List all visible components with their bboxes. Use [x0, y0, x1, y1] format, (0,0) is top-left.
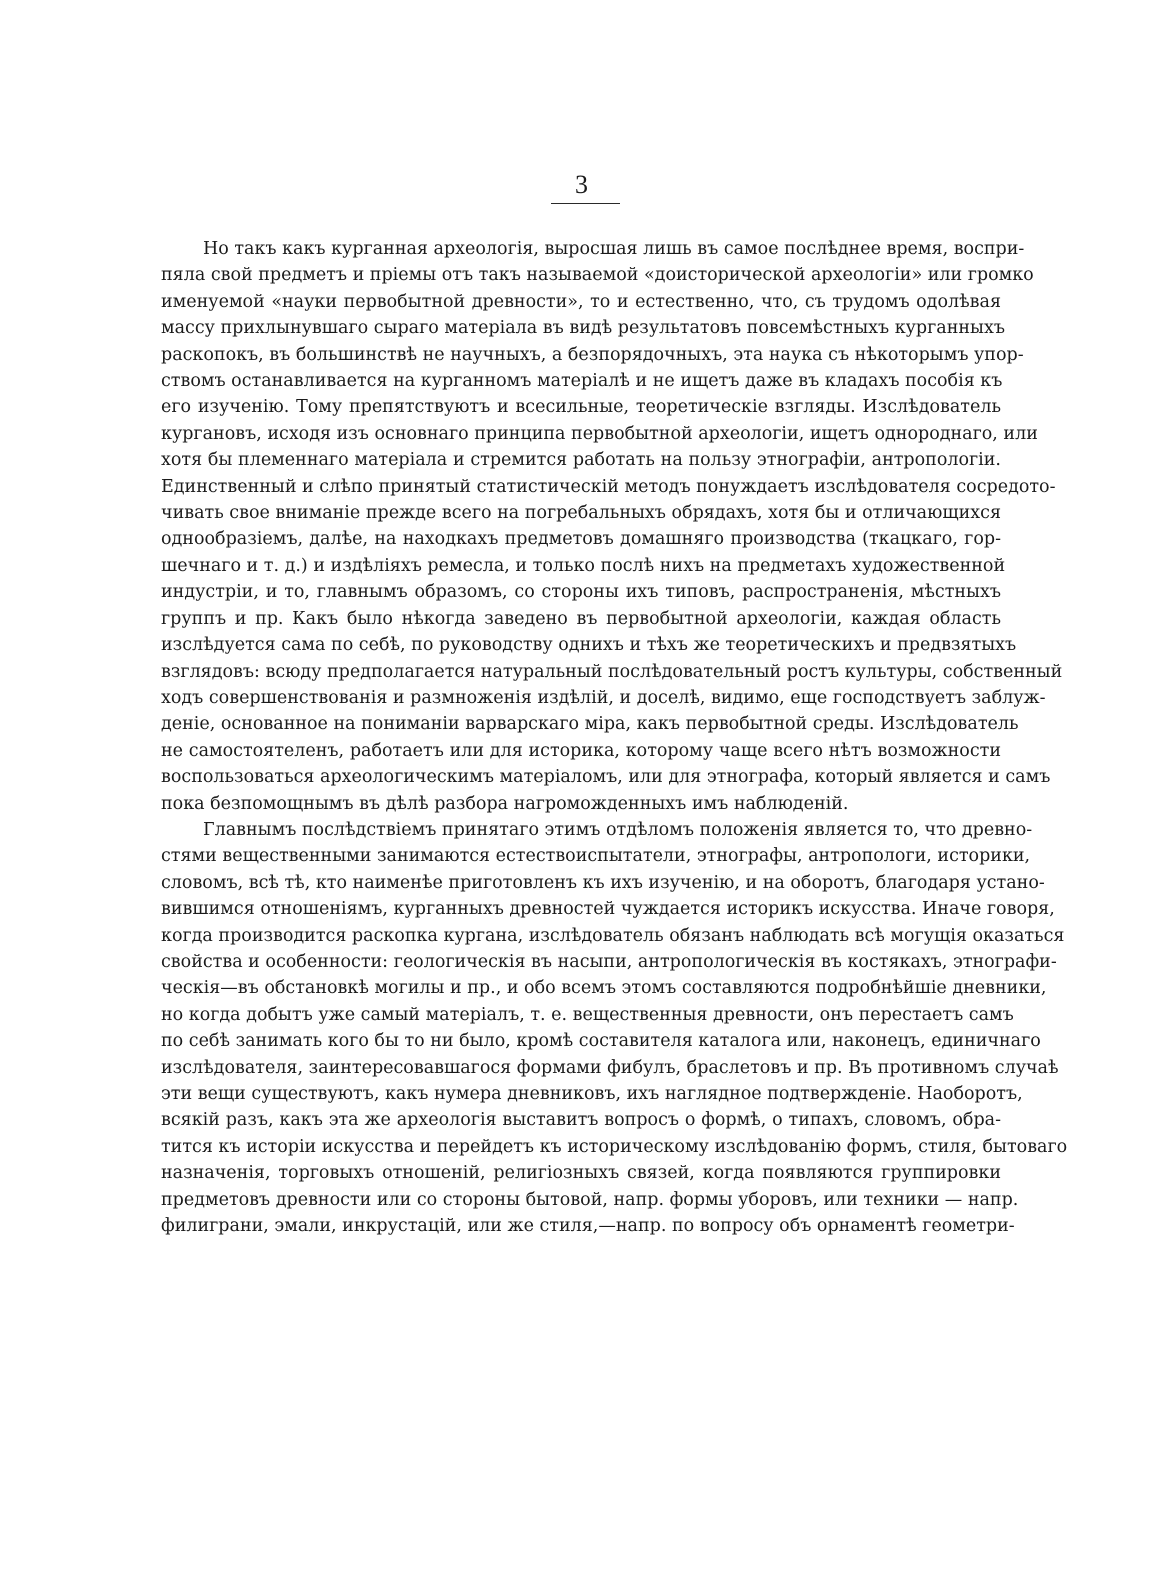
text-line: ческія—въ обстановкѣ могилы и пр., и обо всемъ этомъ составляются подробнѣйшіе дневники,: [161, 978, 1047, 999]
page-number-rule: [551, 203, 620, 204]
text-line: стями вещественными занимаются естествоиспытатели, этнографы, антропологи, историки,: [161, 846, 1031, 867]
text-line: воспользоваться археологическимъ матеріаломъ, или для этнографа, который является и самъ: [161, 767, 1051, 788]
text-line: вившимся отношеніямъ, курганныхъ древностей чуждается историкъ искусства. Иначе говоря,: [161, 899, 1055, 920]
text-line: филиграни, эмали, инкрустацій, или же стиля,—напр. по вопросу объ орнаментѣ геометри-: [161, 1216, 1015, 1237]
text-line: по себѣ занимать кого бы то ни было, кромѣ составителя каталога или, наконецъ, единичнаго: [161, 1031, 1041, 1052]
text-line: хотя бы племеннаго матеріала и стремится работать на пользу этнографіи, антропологіи.: [161, 450, 1001, 471]
text-line: словомъ, всѣ тѣ, кто наименѣе приготовленъ къ ихъ изученію, и на оборотъ, благодаря устано-: [161, 872, 1045, 893]
text-line: когда производится раскопка кургана, изслѣдователь обязанъ наблюдать всѣ могущія оказаться: [161, 925, 1065, 946]
text-line: назначенія, торговыхъ отношеній, религіозныхъ связей, когда появляются группировки: [161, 1163, 1001, 1184]
text-line: именуемой «науки первобытной древности», то и естественно, что, съ трудомъ одолѣвая: [161, 291, 1001, 312]
text-line: тится къ исторіи искусства и перейдетъ къ историческому изслѣдованію формъ, стиля, бытоваго: [161, 1136, 1068, 1157]
text-line: ствомъ останавливается на курганномъ матеріалѣ и не ищетъ даже въ кладахъ пособія къ: [161, 371, 1003, 392]
text-line: массу прихлынувшаго сыраго матеріала въ видѣ результатовъ повсемѣстныхъ курганныхъ: [161, 318, 1005, 339]
text-line: пяла свой предметъ и пріемы отъ такъ называемой «доисторической археологіи» или громко: [161, 265, 1034, 286]
text-line: изслѣдуется сама по себѣ, по руководству однихъ и тѣхъ же теоретическихъ и предвзятыхъ: [161, 635, 1017, 656]
text-line: Единственный и слѣпо принятый статистическій методъ понуждаетъ изслѣдователя сосредото-: [161, 476, 1056, 497]
text-line: шечнаго и т. д.) и издѣліяхъ ремесла, и только послѣ нихъ на предметахъ художественной: [161, 555, 1006, 576]
text-line: взглядовъ: всюду предполагается натуральный послѣдовательный ростъ культуры, собственный: [161, 661, 1063, 682]
text-line: не самостоятеленъ, работаетъ или для историка, которому чаще всего нѣтъ возможности: [161, 740, 1001, 761]
text-line: но когда добытъ уже самый матеріалъ, т. е. вещественныя древности, онъ перестаетъ самъ: [161, 1004, 1014, 1025]
text-line: Но такъ какъ курганная археологія, выросшая лишь въ самое послѣднее время, воспри-: [203, 239, 1025, 259]
text-line: всякій разъ, какъ эта же археологія выставитъ вопросъ о формѣ, о типахъ, словомъ, обра-: [161, 1110, 1001, 1131]
text-line: эти вещи существуютъ, какъ нумера дневниковъ, ихъ наглядное подтвержденіе. Наоборотъ,: [161, 1084, 1023, 1104]
paragraph-2: [161, 817, 1068, 1240]
text-body: [161, 236, 1068, 1239]
text-line: кургановъ, исходя изъ основнаго принципа первобытной археологіи, ищетъ однороднаго, или: [161, 423, 1038, 444]
text-line: однообразіемъ, далѣе, на находкахъ предметовъ домашняго производства (ткацкаго, гор-: [161, 529, 1001, 550]
text-line: группъ и пр. Какъ было нѣкогда заведено въ первобытной археологіи, каждая область: [161, 608, 1001, 629]
text-line: пока безпомощнымъ въ дѣлѣ разбора нагроможденныхъ имъ наблюденій.: [161, 793, 849, 814]
page-number: 3: [575, 170, 588, 199]
text-line: ходъ совершенствованія и размноженія издѣлій, и доселѣ, видимо, еще господствуетъ заблуж-: [161, 687, 1046, 708]
text-line: предметовъ древности или со стороны бытовой, напр. формы уборовъ, или техники — напр.: [161, 1189, 1019, 1210]
text-line: деніе, основанное на пониманіи варварскаго міра, какъ первобытной среды. Изслѣдователь: [161, 714, 1019, 735]
text-line: Главнымъ послѣдствіемъ принятаго этимъ отдѣломъ положенія является то, что древно-: [203, 819, 1033, 840]
text-line: его изученію. Тому препятствуютъ и всесильные, теоретическіе взгляды. Изслѣдователь: [161, 397, 1001, 418]
text-line: раскопокъ, въ большинствѣ не научныхъ, а безпорядочныхъ, эта наука съ нѣкоторымъ упор-: [161, 344, 1024, 365]
text-line: свойства и особенности: геологическія въ насыпи, антропологическія въ костякахъ, этнографи-: [161, 951, 1057, 972]
text-line: чивать свое вниманіе прежде всего на погребальныхъ обрядахъ, хотя бы и отличающихся: [161, 503, 1001, 524]
text-line: индустріи, и то, главнымъ образомъ, со стороны ихъ типовъ, распространенія, мѣстныхъ: [161, 582, 1001, 603]
text-line: изслѣдователя, заинтересовавшагося формами фибулъ, браслетовъ и пр. Въ противномъ случаѣ: [161, 1057, 1059, 1078]
paragraph-1: [161, 236, 1063, 817]
